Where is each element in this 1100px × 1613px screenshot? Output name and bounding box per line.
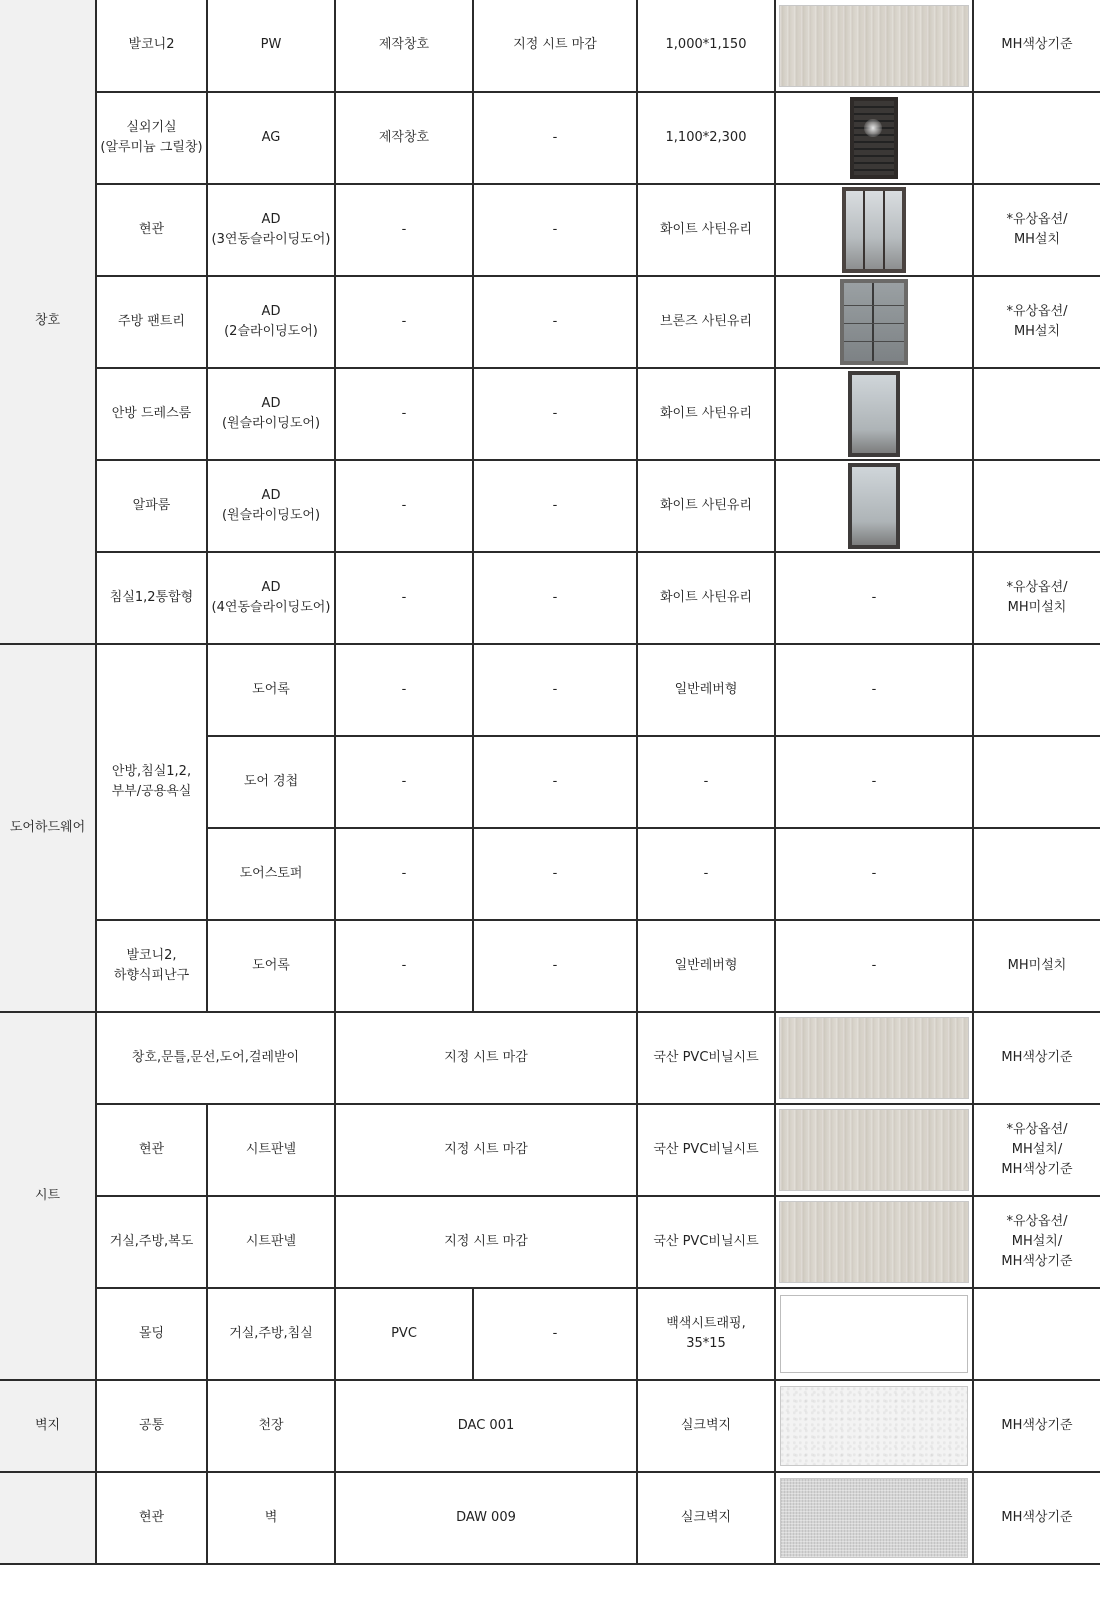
finish-cell: 지정 시트 마감 [335, 1012, 637, 1104]
type-cell: 도어 경첩 [207, 736, 335, 828]
note-cell [973, 92, 1100, 184]
image-cell [775, 92, 973, 184]
table-row [0, 920, 1100, 1012]
finish-cell: - [473, 368, 637, 460]
image-cell [775, 1288, 973, 1380]
category-cell: 창호 [0, 0, 96, 644]
spec-cell: - [335, 828, 473, 920]
spec-cell: PVC [335, 1288, 473, 1380]
detail-cell: 백색시트래핑, 35*15 [637, 1288, 775, 1380]
category-cell: 벽지 [0, 1380, 96, 1472]
image-cell [775, 1472, 973, 1564]
note-cell [973, 368, 1100, 460]
location-cell: 거실,주방,복도 [96, 1196, 207, 1288]
detail-cell: 브론즈 사틴유리 [637, 276, 775, 368]
image-cell [775, 1196, 973, 1288]
note-cell [973, 736, 1100, 828]
location-cell: 알파룸 [96, 460, 207, 552]
note-cell: *유상옵션/ MH설치 [973, 276, 1100, 368]
detail-cell: 일반레버형 [637, 920, 775, 1012]
image-cell [775, 460, 973, 552]
image-cell [775, 1104, 973, 1196]
table-row [0, 1472, 1100, 1564]
detail-cell: 1,100*2,300 [637, 92, 775, 184]
detail-cell: 국산 PVC비닐시트 [637, 1196, 775, 1288]
location-cell: 침실1,2통합형 [96, 552, 207, 644]
image-cell [775, 368, 973, 460]
detail-cell: 화이트 사틴유리 [637, 552, 775, 644]
type-cell: 도어록 [207, 920, 335, 1012]
category-cell: 시트 [0, 1012, 96, 1380]
note-cell: MH미설치 [973, 920, 1100, 1012]
detail-cell: 화이트 사틴유리 [637, 184, 775, 276]
image-cell: - [775, 644, 973, 736]
ceiling-wallpaper-swatch [780, 1386, 968, 1466]
spec-cell: - [335, 736, 473, 828]
table-row [0, 184, 1100, 276]
finish-cell: - [473, 644, 637, 736]
detail-cell: 국산 PVC비닐시트 [637, 1104, 775, 1196]
location-cell: 현관 [96, 184, 207, 276]
table-row [0, 1104, 1100, 1196]
image-cell [775, 276, 973, 368]
table-row [0, 1380, 1100, 1472]
spec-cell: - [335, 276, 473, 368]
note-cell: MH색상기준 [973, 1012, 1100, 1104]
detail-cell: 화이트 사틴유리 [637, 368, 775, 460]
finish-cell: DAC 001 [335, 1380, 637, 1472]
table-row [0, 644, 1100, 736]
note-cell: *유상옵션/ MH미설치 [973, 552, 1100, 644]
spec-cell: - [335, 184, 473, 276]
finish-cell: - [473, 92, 637, 184]
table-row [0, 1012, 1100, 1104]
type-cell: AD (원슬라이딩도어) [207, 460, 335, 552]
spec-cell: - [335, 368, 473, 460]
sliding-door-photo [848, 371, 900, 457]
detail-cell: 국산 PVC비닐시트 [637, 1012, 775, 1104]
image-cell: - [775, 736, 973, 828]
type-cell: 도어스토퍼 [207, 828, 335, 920]
table-row [0, 92, 1100, 184]
image-cell [775, 1012, 973, 1104]
white-sheet-swatch [780, 1295, 968, 1373]
category-cell: 도어하드웨어 [0, 644, 96, 1012]
note-cell: *유상옵션/ MH설치/ MH색상기준 [973, 1104, 1100, 1196]
note-cell: *유상옵션/ MH설치 [973, 184, 1100, 276]
wood-sheet-swatch [779, 1201, 969, 1283]
image-cell: - [775, 828, 973, 920]
detail-cell: 화이트 사틴유리 [637, 460, 775, 552]
sliding-door-photo [842, 187, 906, 273]
wood-sheet-swatch [779, 5, 969, 87]
detail-cell: 실크벽지 [637, 1472, 775, 1564]
location-cell: 안방,침실1,2, 부부/공용욕실 [96, 644, 207, 920]
detail-cell: 1,000*1,150 [637, 0, 775, 92]
spec-cell: - [335, 460, 473, 552]
note-cell: MH색상기준 [973, 1380, 1100, 1472]
type-cell: AD (2슬라이딩도어) [207, 276, 335, 368]
sliding-door-photo [840, 279, 908, 365]
type-cell: 시트판넬 [207, 1104, 335, 1196]
spec-cell: - [335, 644, 473, 736]
grille-window-photo [850, 97, 898, 179]
type-cell: 벽 [207, 1472, 335, 1564]
type-cell: AD (4연동슬라이딩도어) [207, 552, 335, 644]
wood-sheet-swatch [779, 1017, 969, 1099]
type-cell: 천장 [207, 1380, 335, 1472]
location-cell: 현관 [96, 1104, 207, 1196]
note-cell [973, 1288, 1100, 1380]
table-row [0, 552, 1100, 644]
finish-cell: - [473, 920, 637, 1012]
location-cell: 몰딩 [96, 1288, 207, 1380]
spec-cell: - [335, 552, 473, 644]
detail-cell: 실크벽지 [637, 1380, 775, 1472]
type-cell: PW [207, 0, 335, 92]
note-cell [973, 644, 1100, 736]
note-cell: MH색상기준 [973, 0, 1100, 92]
location-cell: 안방 드레스룸 [96, 368, 207, 460]
note-cell: *유상옵션/ MH설치/ MH색상기준 [973, 1196, 1100, 1288]
detail-cell: 일반레버형 [637, 644, 775, 736]
type-cell: 도어록 [207, 644, 335, 736]
image-cell: - [775, 552, 973, 644]
detail-cell: - [637, 828, 775, 920]
image-cell [775, 0, 973, 92]
finish-cell: - [473, 460, 637, 552]
spec-cell: 제작창호 [335, 92, 473, 184]
finish-cell: 지정 시트 마감 [335, 1104, 637, 1196]
detail-cell: - [637, 736, 775, 828]
finish-cell: - [473, 276, 637, 368]
table-row [0, 1288, 1100, 1380]
wood-sheet-swatch [779, 1109, 969, 1191]
finish-cell: - [473, 828, 637, 920]
location-cell: 공통 [96, 1380, 207, 1472]
type-cell: 시트판넬 [207, 1196, 335, 1288]
location-cell: 창호,문틀,문선,도어,걸레받이 [96, 1012, 335, 1104]
table-row [0, 0, 1100, 92]
finish-cell: - [473, 736, 637, 828]
type-cell: AD (원슬라이딩도어) [207, 368, 335, 460]
category-cell [0, 1472, 96, 1564]
location-cell: 발코니2 [96, 0, 207, 92]
finish-cell: 지정 시트 마감 [335, 1196, 637, 1288]
finish-cell: - [473, 1288, 637, 1380]
location-cell: 발코니2, 하향식피난구 [96, 920, 207, 1012]
wall-wallpaper-swatch [780, 1478, 968, 1558]
location-cell: 실외기실 (알루미늄 그릴창) [96, 92, 207, 184]
spec-cell: - [335, 920, 473, 1012]
note-cell [973, 460, 1100, 552]
finish-cell: - [473, 184, 637, 276]
image-cell [775, 1380, 973, 1472]
spec-cell: 제작창호 [335, 0, 473, 92]
table-row [0, 460, 1100, 552]
finish-cell: DAW 009 [335, 1472, 637, 1564]
table-row [0, 276, 1100, 368]
type-cell: AG [207, 92, 335, 184]
image-cell [775, 184, 973, 276]
note-cell: MH색상기준 [973, 1472, 1100, 1564]
type-cell: 거실,주방,침실 [207, 1288, 335, 1380]
image-cell: - [775, 920, 973, 1012]
location-cell: 현관 [96, 1472, 207, 1564]
finish-cell: - [473, 552, 637, 644]
table-row [0, 368, 1100, 460]
finish-cell: 지정 시트 마감 [473, 0, 637, 92]
table-row [0, 1196, 1100, 1288]
note-cell [973, 828, 1100, 920]
type-cell: AD (3연동슬라이딩도어) [207, 184, 335, 276]
location-cell: 주방 팬트리 [96, 276, 207, 368]
sliding-door-photo [848, 463, 900, 549]
